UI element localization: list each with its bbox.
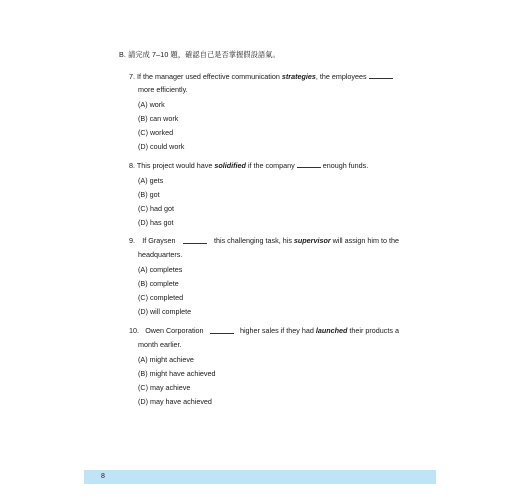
- question-text: their products a: [347, 326, 399, 335]
- question-text: higher sales if they had: [239, 326, 316, 335]
- question-text: This project would have: [136, 161, 215, 170]
- question-number: 7.: [129, 72, 135, 81]
- key-word: launched: [315, 326, 348, 335]
- question-text-group: [214, 237, 399, 244]
- option-d[interactable]: (D) may have achieved: [138, 397, 212, 406]
- option-d[interactable]: (D) will complete: [138, 307, 192, 316]
- question-9-line-1: [129, 237, 399, 244]
- question-text: , the employees: [315, 72, 367, 81]
- question-8-line-1: [129, 161, 368, 169]
- answer-blank: [210, 327, 234, 334]
- question-text: Owen Corporation: [145, 326, 204, 335]
- question-number: 9.: [129, 236, 135, 245]
- key-word: supervisor: [293, 236, 331, 245]
- option-c[interactable]: (C) worked: [138, 128, 174, 137]
- question-text-group: [240, 327, 399, 334]
- option-b[interactable]: (B) can work: [138, 114, 179, 123]
- question-number: 8.: [129, 161, 135, 170]
- question-7-line-2: more efficiently.: [138, 85, 188, 94]
- question-text: will assign him to the: [330, 236, 399, 245]
- option-c[interactable]: (C) had got: [138, 204, 174, 213]
- key-word: solidified: [214, 161, 246, 170]
- option-b[interactable]: (B) got: [138, 190, 160, 199]
- answer-blank: [297, 161, 321, 168]
- question-text: if the company: [245, 161, 295, 170]
- option-b[interactable]: (B) might have achieved: [138, 369, 216, 378]
- answer-blank: [183, 237, 207, 244]
- option-b[interactable]: (B) complete: [138, 279, 179, 288]
- question-text: enough funds.: [322, 161, 369, 170]
- option-d[interactable]: (D) could work: [138, 142, 185, 151]
- option-a[interactable]: (A) gets: [138, 176, 164, 185]
- page-number: 8: [101, 473, 105, 480]
- question-10-line-2: month earlier.: [138, 340, 182, 349]
- option-d[interactable]: (D) has got: [138, 218, 174, 227]
- option-c[interactable]: (C) completed: [138, 293, 184, 302]
- question-text: If the manager used effective communication: [137, 72, 282, 81]
- question-10-line-1: [129, 327, 399, 334]
- key-word: strategies: [281, 72, 316, 81]
- option-a[interactable]: (A) work: [138, 100, 165, 109]
- section-heading: B. 請完成 7–10 題，確認自己是否掌握假設語氣。: [119, 50, 280, 59]
- question-text: this challenging task, his: [214, 236, 294, 245]
- question-text: If Graysen: [142, 236, 176, 245]
- question-9-line-2: headquarters.: [138, 250, 183, 259]
- question-number: 10.: [129, 326, 139, 335]
- answer-blank: [369, 72, 393, 79]
- option-c[interactable]: (C) may achieve: [138, 383, 191, 392]
- option-a[interactable]: (A) completes: [138, 265, 183, 274]
- question-7-line-1: [129, 72, 393, 80]
- footer-bar: [84, 470, 436, 484]
- option-a[interactable]: (A) might achieve: [138, 355, 194, 364]
